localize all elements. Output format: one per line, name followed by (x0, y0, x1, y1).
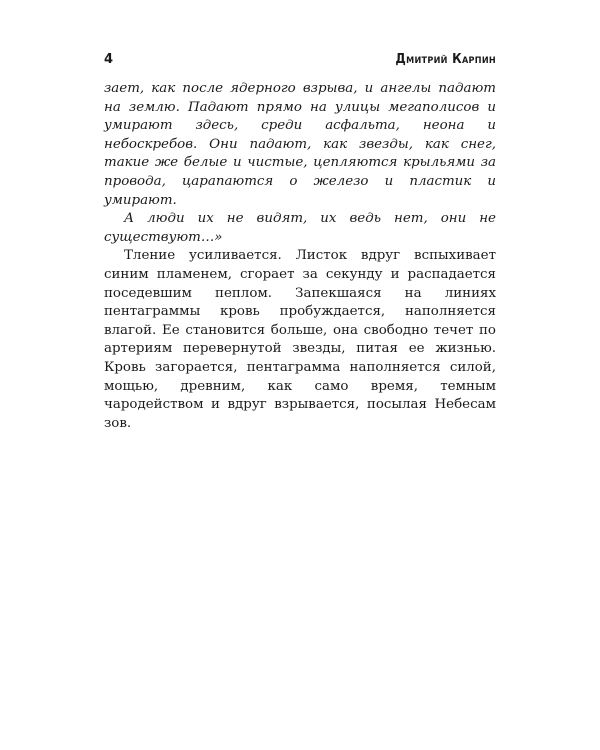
body-text (104, 80, 496, 433)
paragraph-3: Тление усиливается. Листок вдруг вспыхивает синим пламенем, сгорает за секунду и распадается поседевшим пеплом. Запекшаяся на линиях пентаграммы кровь пробуждается, наполняется влагой. Ее становится больше, она свободно течет по артериям перевернутой звезды, питая ее жизнью. Кровь загорается, пентаграмма наполняется силой, мощью, древним, как само время, темным чародейством и вдруг взрывается, посылая Небесам зов. (104, 248, 496, 431)
paragraph-2: А люди их не видят, их ведь нет, они не существуют…» (104, 211, 496, 245)
page-number: 4 (104, 52, 114, 67)
running-head-author: Дмитрий Карпин (395, 52, 496, 67)
paragraph-1: зает, как после ядерного взрыва, и ангелы падают на землю. Падают прямо на улицы мегаполисов и умирают здесь, среди асфальта, неона и небоскребов. Они падают, как звезды, как снег, такие же белые и чистые, цепляются крыльями за провода, царапаются о железо и пластик и умирают. (104, 81, 496, 208)
page-header (104, 50, 496, 70)
